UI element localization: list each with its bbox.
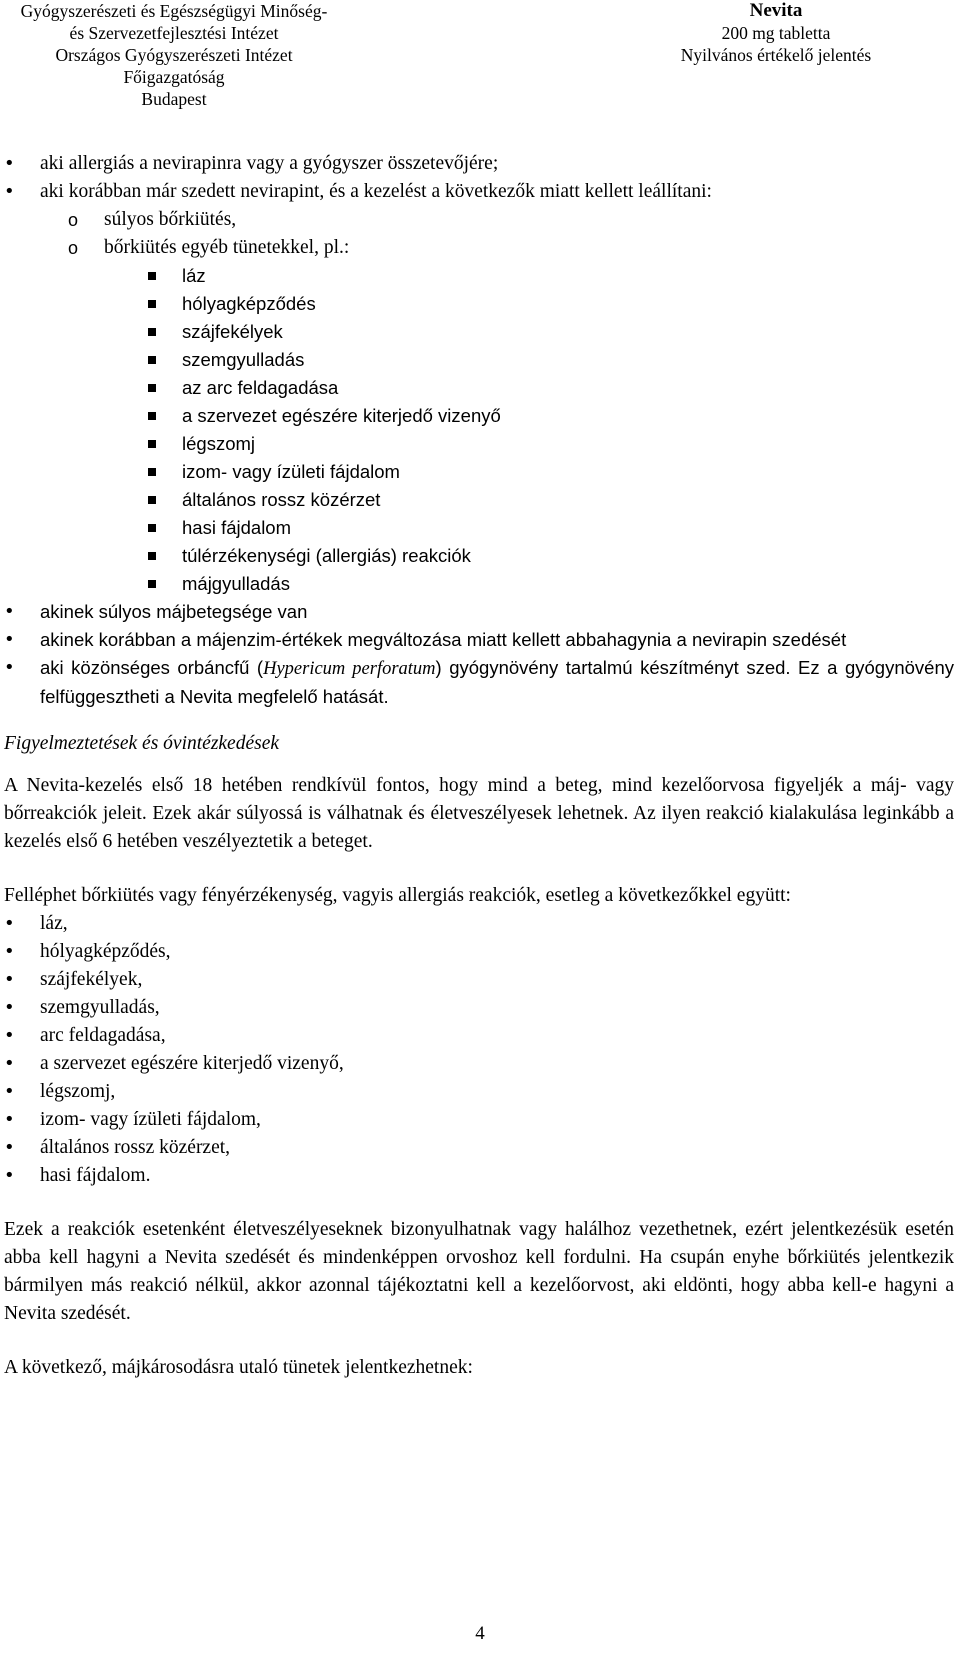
list-item: • általános rossz közérzet, — [4, 1134, 954, 1162]
list-item: szemgyulladás — [4, 346, 954, 374]
list-item: • szemgyulladás, — [4, 994, 954, 1022]
list-item: • akinek korábban a májenzim-értékek megváltozása miatt kellett abbahagynia a nevirapin szedését — [4, 626, 954, 654]
list-item: a szervezet egészére kiterjedő vizenyő — [4, 402, 954, 430]
stop-reason-list — [4, 206, 954, 262]
list-item: légszomj — [4, 430, 954, 458]
page-content — [4, 150, 954, 1382]
warning-paragraph-4: A következő, májkárosodásra utaló tünetek jelentkezhetnek: — [4, 1357, 473, 1378]
list-item: • akinek súlyos májbetegsége van — [4, 598, 954, 626]
list-item: izom- vagy ízületi fájdalom — [4, 458, 954, 486]
list-item: májgyulladás — [4, 570, 954, 598]
section-heading: Figyelmeztetések és óvintézkedések — [4, 733, 280, 754]
list-item: hólyagképződés — [4, 290, 954, 318]
list-item — [4, 178, 954, 206]
list-item-text: aki korábban már szedett nevirapint, és a kezelést a következők miatt kellett leállítani: — [40, 181, 712, 202]
header-left-line-2: és Szervezetfejlesztési Intézet — [69, 23, 279, 43]
warning-paragraph-1: A Nevita-kezelés első 18 hetében rendkívül fontos, hogy mind a beteg, mind kezelőorvosa figyeljék a máj- vagy bőrreakciók jeleit. Ezek akár súlyossá is válhatnak és életveszélyesek lehetnek. Az ilyen reakció kialakulása leginkább a kezelés első 6 hetében veszélyeztetik a beteget. — [4, 775, 954, 852]
symptom-list — [4, 262, 954, 598]
header-institution — [4, 0, 344, 110]
header-product — [656, 0, 896, 66]
list-item: o bőrkiütés egyéb tünetekkel, pl.: — [4, 234, 954, 262]
product-title: Nevita — [749, 0, 803, 21]
report-type: Nyilvános értékelő jelentés — [680, 45, 872, 65]
list-item: o súlyos bőrkiütés, — [4, 206, 954, 234]
list-item: hasi fájdalom — [4, 514, 954, 542]
contraindication-list — [4, 150, 954, 206]
list-item: láz — [4, 262, 954, 290]
list-item: • láz, — [4, 910, 954, 938]
list-item: • aki allergiás a nevirapinra vagy a gyógyszer összetevőjére; — [4, 150, 954, 178]
header-left-line-5: Budapest — [141, 89, 207, 109]
latin-name: Hypericum perforatum — [263, 659, 436, 679]
warning-paragraph-2: Felléphet bőrkiütés vagy fényérzékenység, vagyis allergiás reakciók, esetleg a következőkkel együtt: — [4, 885, 791, 906]
list-item: • hólyagképződés, — [4, 938, 954, 966]
header-left-line-4: Főigazgatóság — [123, 67, 225, 87]
reaction-list — [4, 910, 954, 1190]
page-number: 4 — [475, 1623, 485, 1644]
list-item: általános rossz közérzet — [4, 486, 954, 514]
product-strength: 200 mg tabletta — [721, 23, 831, 43]
list-item: • izom- vagy ízületi fájdalom, — [4, 1106, 954, 1134]
item-text-start: aki közönséges orbáncfű ( — [40, 657, 264, 678]
list-item: szájfekélyek — [4, 318, 954, 346]
list-item: • hasi fájdalom. — [4, 1162, 954, 1190]
list-item: • a szervezet egészére kiterjedő vizenyő, — [4, 1050, 954, 1078]
header-left-line-3: Országos Gyógyszerészeti Intézet — [55, 45, 293, 65]
list-item: • arc feldagadása, — [4, 1022, 954, 1050]
list-item: • szájfekélyek, — [4, 966, 954, 994]
list-item: az arc feldagadása — [4, 374, 954, 402]
list-item: túlérzékenységi (allergiás) reakciók — [4, 542, 954, 570]
warning-paragraph-3: Ezek a reakciók esetenként életveszélyeseknek bizonyulhatnak vagy halálhoz vezethetnek, ezért jelentkezésük esetén abba kell hagyni a Nevita szedését és mindenképpen orvoshoz kell fordulni. Ha csupán enyhe bőrkiütés jelentkezik bármilyen más reakció nélkül, akkor azonnal tájékoztatni kell a kezelőorvost, aki eldönti, hogy abba kell-e hagyni a Nevita szedését. — [4, 1219, 954, 1324]
header-left-line-1: Gyógyszerészeti és Egészségügyi Minőség- — [20, 1, 328, 21]
contraindication-list-continued — [4, 598, 954, 711]
list-item: • légszomj, — [4, 1078, 954, 1106]
list-item — [4, 654, 954, 711]
item-text-end: ) gyógynövény tartalmú készítményt szed. Ez a gyógynövény felfüggesztheti a Nevita megfelelő hatását. — [40, 657, 954, 707]
